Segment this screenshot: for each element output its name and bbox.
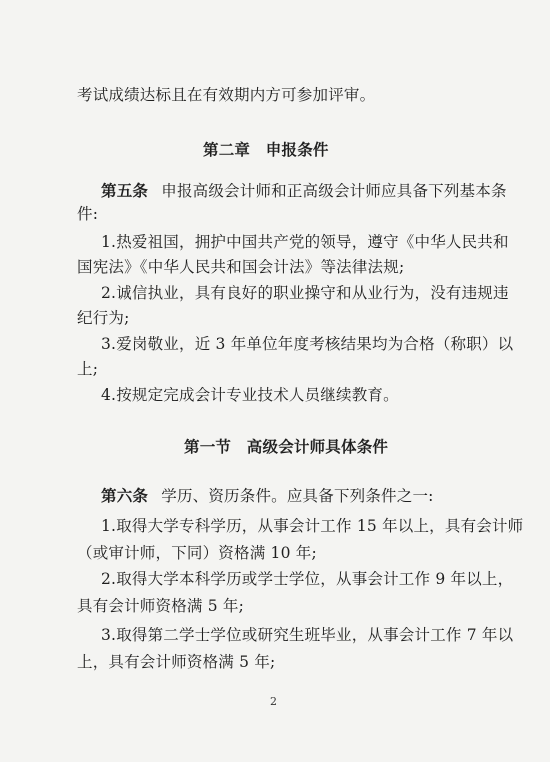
article-5-item-4-line-1: 4.按规定完成会计专业技术人员继续教育。 <box>101 386 399 404</box>
article-5-item-3-line-2: 上; <box>77 360 99 378</box>
article-6-item-3-line-2: 上，具有会计师资格满 5 年; <box>77 653 276 671</box>
article-5-text: 申报高级会计师和正高级会计师应具备下列基本条 <box>161 182 507 200</box>
article-5-label: 第五条 <box>101 182 149 200</box>
article-5-item-3-line-1: 3.爱岗敬业，近 3 年单位年度考核结果均为合格（称职）以 <box>101 335 514 353</box>
chapter-title: 第二章 申报条件 <box>203 141 329 159</box>
intro-line: 考试成绩达标且在有效期内方可参加评审。 <box>77 86 376 104</box>
article-5-item-2-line-2: 纪行为; <box>77 309 130 327</box>
section-title: 第一节 高级会计师具体条件 <box>184 438 389 456</box>
article-6-label: 第六条 <box>101 487 149 505</box>
page-number: 2 <box>270 695 277 708</box>
article-5-line-1 <box>101 181 507 201</box>
article-6-item-2-line-2: 具有会计师资格满 5 年; <box>77 597 245 615</box>
article-5-item-1-line-1: 1.热爱祖国，拥护中国共产党的领导，遵守《中华人民共和 <box>101 233 509 251</box>
article-6-line-1 <box>101 486 434 506</box>
article-6-item-1-line-1: 1.取得大学专科学历，从事会计工作 15 年以上，具有会计师 <box>101 517 524 535</box>
article-5-item-1-line-2: 国宪法》《中华人民共和国会计法》等法律法规; <box>77 258 405 276</box>
article-6-item-2-line-1: 2.取得大学本科学历或学士学位，从事会计工作 9 年以上， <box>101 570 514 588</box>
article-6-item-1-line-2: （或审计师，下同）资格满 10 年; <box>77 544 317 562</box>
article-6-item-3-line-1: 3.取得第二学士学位或研究生班毕业，从事会计工作 7 年以 <box>101 626 514 644</box>
article-5-item-2-line-1: 2.诚信执业，具有良好的职业操守和从业行为，没有违规违 <box>101 284 509 302</box>
article-5-line-2: 件: <box>77 205 99 223</box>
article-6-text: 学历、资历条件。应具备下列条件之一: <box>161 487 434 505</box>
